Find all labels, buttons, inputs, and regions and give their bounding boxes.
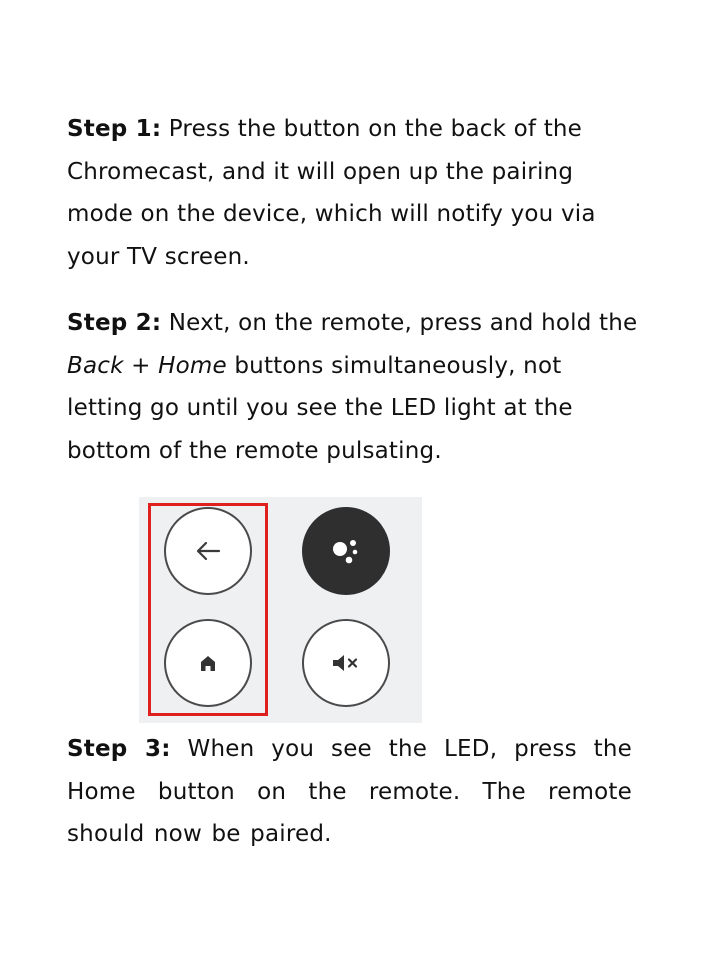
mute-icon (330, 653, 362, 673)
step-2-emphasis: Back + Home (67, 352, 227, 379)
step-1-text: Press the button on the back of the Chromecast, and it will open up the pairing mode on the device, which will notify you via your TV screen. (67, 116, 596, 270)
step-2-text-before: Next, on the remote, press and hold the (168, 310, 638, 336)
step-3-label: Step 3: (67, 736, 171, 762)
mute-button (302, 619, 390, 707)
remote-buttons-figure (139, 497, 422, 723)
google-assistant-icon (326, 531, 366, 571)
step-1-label: Step 1: (67, 116, 162, 142)
step-2-text-after: buttons simultaneously, not letting go until you see the LED light at the bottom of the remote pulsating. (67, 352, 573, 464)
assistant-button (302, 507, 390, 595)
step-1-paragraph (67, 108, 642, 278)
step-3-text: When you see the LED, press the Home button on the remote. The remote should now be paired. (67, 736, 633, 847)
step-2-paragraph (67, 302, 642, 472)
back-home-highlight-box (148, 503, 268, 716)
step-3-paragraph (67, 728, 632, 856)
step-2-label: Step 2: (67, 310, 162, 336)
